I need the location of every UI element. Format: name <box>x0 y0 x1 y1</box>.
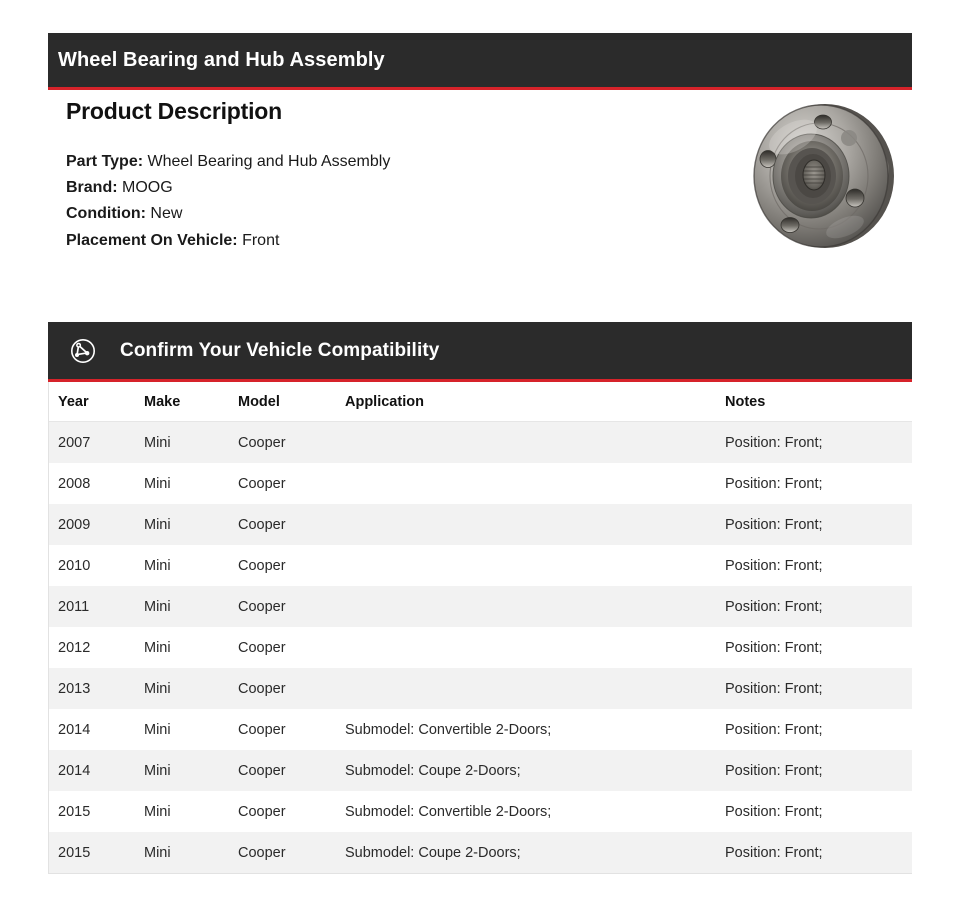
spec-label-condition: Condition: <box>66 205 146 223</box>
cell-make: Mini <box>135 422 229 464</box>
product-title: Wheel Bearing and Hub Assembly <box>58 48 385 71</box>
spec-label-brand: Brand: <box>66 179 118 197</box>
cell-year: 2011 <box>49 586 135 627</box>
table-row <box>49 422 912 464</box>
cell-application: Submodel: Convertible 2-Doors; <box>336 709 716 750</box>
cell-make: Mini <box>135 463 229 504</box>
table-row <box>49 627 912 668</box>
cell-notes: Position: Front; <box>716 463 912 504</box>
cell-notes: Position: Front; <box>716 504 912 545</box>
cell-application <box>336 463 716 504</box>
cell-year: 2013 <box>49 668 135 709</box>
cell-notes: Position: Front; <box>716 422 912 464</box>
cell-application <box>336 545 716 586</box>
table-row <box>49 504 912 545</box>
cell-model: Cooper <box>229 586 336 627</box>
cell-make: Mini <box>135 750 229 791</box>
cell-make: Mini <box>135 627 229 668</box>
spec-row-part-type <box>66 149 396 175</box>
table-row <box>49 545 912 586</box>
cell-year: 2009 <box>49 504 135 545</box>
column-header-year: Year <box>49 382 135 422</box>
spec-row-condition <box>66 201 396 227</box>
table-row <box>49 791 912 832</box>
product-description-heading: Product Description <box>66 98 283 124</box>
spec-value-placement: Front <box>242 231 280 249</box>
cell-make: Mini <box>135 586 229 627</box>
cell-application <box>336 586 716 627</box>
cell-notes: Position: Front; <box>716 832 912 873</box>
spec-value-part-type: Wheel Bearing and Hub Assembly <box>147 153 391 170</box>
cell-application <box>336 504 716 545</box>
cell-application <box>336 627 716 668</box>
cell-application <box>336 422 716 464</box>
spec-label-part-type: Part Type: <box>66 153 144 170</box>
table-row <box>49 668 912 709</box>
compatibility-title: Confirm Your Vehicle Compatibility <box>120 339 440 361</box>
spec-row-brand <box>66 175 396 201</box>
cell-make: Mini <box>135 709 229 750</box>
table-row <box>49 750 912 791</box>
wheel-hub-assembly-photo <box>745 97 903 255</box>
cell-year: 2014 <box>49 750 135 791</box>
cell-make: Mini <box>135 668 229 709</box>
table-header <box>49 382 912 422</box>
column-header-application: Application <box>336 382 716 422</box>
spec-label-placement: Placement On Vehicle: <box>66 231 238 249</box>
table-row <box>49 832 912 873</box>
cell-make: Mini <box>135 791 229 832</box>
table-row <box>49 709 912 750</box>
cell-model: Cooper <box>229 750 336 791</box>
cell-model: Cooper <box>229 668 336 709</box>
cell-notes: Position: Front; <box>716 791 912 832</box>
cell-year: 2008 <box>49 463 135 504</box>
cell-year: 2014 <box>49 709 135 750</box>
cell-notes: Position: Front; <box>716 586 912 627</box>
compatibility-header-bar <box>48 322 912 379</box>
column-header-model: Model <box>229 382 336 422</box>
cell-notes: Position: Front; <box>716 750 912 791</box>
cell-year: 2015 <box>49 791 135 832</box>
column-header-notes: Notes <box>716 382 912 422</box>
cell-model: Cooper <box>229 422 336 464</box>
spec-value-brand: MOOG <box>122 179 173 197</box>
gear-belt-icon <box>64 332 102 370</box>
cell-make: Mini <box>135 504 229 545</box>
table-row <box>49 586 912 627</box>
product-spec-list <box>66 149 396 254</box>
cell-model: Cooper <box>229 463 336 504</box>
compatibility-table-container <box>48 382 912 874</box>
cell-notes: Position: Front; <box>716 627 912 668</box>
table-body <box>49 422 912 874</box>
cell-year: 2012 <box>49 627 135 668</box>
spec-value-condition: New <box>150 205 183 223</box>
cell-application: Submodel: Coupe 2-Doors; <box>336 832 716 873</box>
cell-notes: Position: Front; <box>716 709 912 750</box>
compatibility-table <box>49 382 912 873</box>
cell-notes: Position: Front; <box>716 668 912 709</box>
cell-notes: Position: Front; <box>716 545 912 586</box>
cell-application: Submodel: Convertible 2-Doors; <box>336 791 716 832</box>
cell-model: Cooper <box>229 791 336 832</box>
column-header-make: Make <box>135 382 229 422</box>
table-header-row <box>49 382 912 422</box>
cell-year: 2010 <box>49 545 135 586</box>
table-row <box>49 463 912 504</box>
cell-make: Mini <box>135 832 229 873</box>
cell-model: Cooper <box>229 627 336 668</box>
cell-application: Submodel: Coupe 2-Doors; <box>336 750 716 791</box>
cell-application <box>336 668 716 709</box>
cell-model: Cooper <box>229 504 336 545</box>
spec-row-placement <box>66 228 396 254</box>
cell-model: Cooper <box>229 832 336 873</box>
cell-make: Mini <box>135 545 229 586</box>
cell-year: 2015 <box>49 832 135 873</box>
cell-model: Cooper <box>229 545 336 586</box>
product-title-bar <box>48 33 912 87</box>
cell-model: Cooper <box>229 709 336 750</box>
cell-year: 2007 <box>49 422 135 464</box>
